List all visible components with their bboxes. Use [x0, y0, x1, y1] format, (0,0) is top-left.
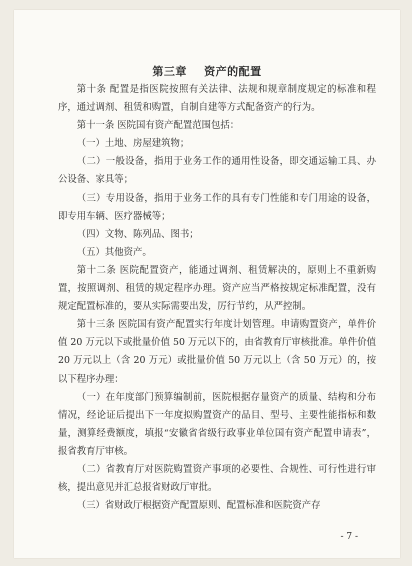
document-body [58, 81, 376, 515]
paragraph-article-11: 第十一条 医院国有资产配置范围包括： [76, 120, 240, 132]
procedure-step-2: （二）省教育厅对医院购置资产事项的必要性、合规性、可行性进行审核，提出意见并汇总报省财政厅审批。 [58, 463, 376, 494]
list-item-cultural-relics: （四）文物、陈列品、图书； [76, 228, 199, 240]
procedure-step-3: （三）省财政厅根据资产配置原则、配置标准和医院资产存 [76, 500, 321, 512]
list-item-land: （一）土地、房屋建筑物； [76, 138, 190, 150]
chapter-title: 第三章 资产的配置 [152, 65, 262, 78]
list-item-special-equipment: （三）专用设备，指用于业务工作的具有专门性能和专门用途的设备，即专用车辆、医疗器械等； [58, 192, 376, 222]
paragraph-article-10: 第十条 配置是指医院按照有关法律、法规和规章制度规定的标准和程序，通过调剂、租赁和购置，自制自建等方式配备资产的行为。 [58, 84, 376, 114]
procedure-step-1: （一）在年度部门预算编制前，医院根据存量资产的质量、结构和分布情况，经论证后提出下一年度拟购置资产的品目、型号、主要性能指标和数量，测算经费额度，填报“安徽省省级行政事业单位国有资产配置申请表”，报省教育厅审核。 [58, 391, 376, 457]
paragraph-article-13: 第十三条 医院国有资产配置实行年度计划管理。申请购置资产，单件价值 20 万元以下或批量价值 50 万元以下的，由省教育厅审核批准。单件价值 20 万元以上（含 20 万元）或批量价值 50 万元以上（含 50 万元）的，按以下程序办理： [58, 319, 376, 385]
paragraph-article-12: 第十二条 医院配置资产，能通过调剂、租赁解决的，原则上不重新购置，按照调剂、租赁的规定程序办理。资产应当严格按规定标准配置，没有规定配置标准的，要从实际需要出发，厉行节约，从严控制。 [58, 264, 376, 313]
list-item-general-equipment: （二）一般设备，指用于业务工作的通用性设备，即交通运输工具、办公设备、家具等； [58, 156, 376, 186]
document-page [14, 10, 400, 558]
page-number: - 7 - [340, 532, 358, 542]
list-item-other-assets: （五）其他资产。 [76, 246, 152, 258]
